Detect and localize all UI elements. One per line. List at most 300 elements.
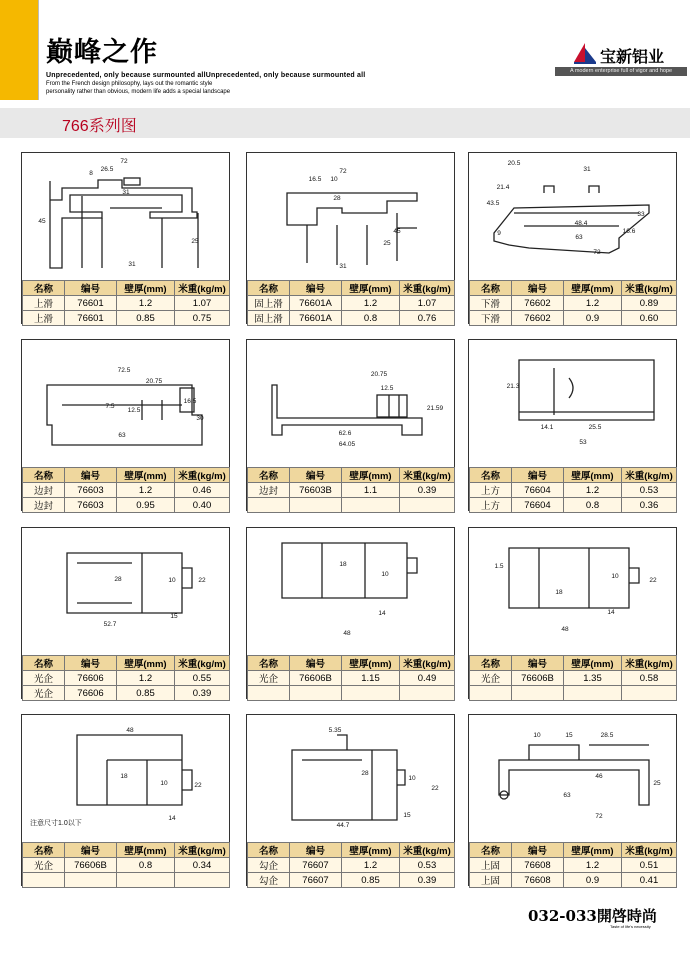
dimension-label: 25 [383, 240, 391, 247]
spec-header-cell: 米重(kg/m) [400, 656, 455, 671]
spec-row [470, 498, 677, 513]
spec-header-cell: 名称 [470, 656, 512, 671]
dimension-label: 7.5 [105, 403, 115, 410]
spec-header-cell: 壁厚(mm) [564, 468, 622, 483]
spec-header-cell: 壁厚(mm) [564, 843, 622, 858]
spec-cell: 1.2 [117, 671, 175, 686]
spec-table [469, 280, 677, 326]
spec-header-cell: 米重(kg/m) [400, 281, 455, 296]
spec-row [470, 311, 677, 326]
brand-slogan: A modern enterprise full of vigor and hope [555, 67, 687, 76]
dimension-label: 72 [339, 168, 347, 175]
dimension-label: 52.7 [103, 621, 117, 628]
dimension-label: 21.59 [426, 405, 444, 412]
spec-cell: 上固 [470, 873, 512, 888]
spec-cell: 0.51 [622, 858, 677, 873]
spec-cell: 0.60 [622, 311, 677, 326]
spec-cell: 76603B [290, 483, 342, 498]
spec-cell: 76604 [512, 483, 564, 498]
spec-header-cell: 编号 [290, 843, 342, 858]
spec-cell: 光企 [23, 671, 65, 686]
dimension-label: 53 [579, 439, 587, 446]
spec-row [248, 483, 455, 498]
spec-cell [248, 498, 290, 513]
dimension-label: 25.5 [588, 424, 602, 431]
spec-header-row [23, 468, 230, 483]
spec-row [248, 671, 455, 686]
dimension-label: 22 [194, 782, 202, 789]
spec-cell: 0.39 [175, 686, 230, 701]
spec-cell: 0.76 [400, 311, 455, 326]
spec-header-cell: 编号 [290, 281, 342, 296]
dimension-label: 21.3 [506, 383, 520, 390]
spec-cell: 0.9 [564, 311, 622, 326]
dimension-label: 14 [378, 610, 386, 617]
footer-title: 開啓時尚 [596, 907, 657, 925]
spec-cell: 76603 [65, 483, 117, 498]
corner-accent [0, 0, 38, 100]
profile-drawing [469, 715, 676, 842]
spec-row [248, 873, 455, 888]
dimension-label: 64.05 [338, 441, 356, 448]
dimension-label: 63 [575, 234, 583, 241]
dimension-label: 63 [118, 432, 126, 439]
spec-header-cell: 壁厚(mm) [117, 656, 175, 671]
spec-header-cell: 名称 [470, 468, 512, 483]
spec-cell: 1.2 [342, 858, 400, 873]
spec-cell: 边封 [23, 483, 65, 498]
dimension-label: 20.75 [145, 378, 163, 385]
spec-cell: 0.41 [622, 873, 677, 888]
dimension-label: 5.35 [328, 727, 342, 734]
profile-shape [272, 385, 422, 435]
dimension-label: 30 [196, 415, 204, 422]
spec-table [247, 842, 455, 888]
spec-header-cell: 编号 [290, 468, 342, 483]
dimension-label: 44.7 [336, 822, 350, 829]
spec-row [23, 858, 230, 873]
spec-header-cell: 名称 [248, 281, 290, 296]
dimension-label: 45 [393, 228, 401, 235]
spec-row [23, 483, 230, 498]
spec-table [247, 280, 455, 326]
dimension-label: 28 [114, 576, 122, 583]
dimension-label: 33 [637, 211, 645, 218]
spec-header-cell: 编号 [512, 468, 564, 483]
dimension-label: 20.5 [507, 160, 521, 167]
spec-cell: 1.2 [564, 483, 622, 498]
spec-cell: 76606B [512, 671, 564, 686]
profile-drawing [22, 153, 229, 280]
spec-cell: 光企 [23, 858, 65, 873]
spec-cell [175, 873, 230, 888]
spec-cell: 0.58 [622, 671, 677, 686]
spec-cell: 勾企 [248, 873, 290, 888]
dimension-label: 25 [191, 238, 199, 245]
spec-cell: 76607 [290, 873, 342, 888]
spec-cell: 下滑 [470, 311, 512, 326]
spec-cell: 76604 [512, 498, 564, 513]
spec-table [247, 655, 455, 701]
spec-header-cell: 编号 [65, 656, 117, 671]
dimension-label: 48 [343, 630, 351, 637]
profile-shape [499, 745, 649, 805]
profile-drawing [469, 528, 676, 655]
spec-header-cell: 名称 [23, 468, 65, 483]
dimension-label: 14.1 [540, 424, 554, 431]
spec-cell: 76607 [290, 858, 342, 873]
dimension-label: 12.5 [127, 407, 141, 414]
spec-cell: 固上滑 [248, 311, 290, 326]
dimension-label: 72 [595, 813, 603, 820]
spec-header-row [23, 843, 230, 858]
description-line-2: personality rather than obvious, modern life adds a special landscape [46, 89, 231, 95]
spec-cell: 76602 [512, 311, 564, 326]
spec-header-row [23, 656, 230, 671]
profile-panel-p6 [468, 339, 677, 511]
dimension-label: 8 [89, 170, 93, 177]
spec-cell: 光企 [23, 686, 65, 701]
spec-row [23, 498, 230, 513]
profile-panel-p9 [468, 527, 677, 699]
dimension-label: 15 [403, 812, 411, 819]
page-title: 巅峰之作 [46, 37, 158, 68]
spec-header-cell: 名称 [248, 656, 290, 671]
spec-cell: 0.8 [342, 311, 400, 326]
spec-header-row [248, 281, 455, 296]
dimension-label: 48.4 [574, 220, 588, 227]
dimension-label: 10 [381, 571, 389, 578]
spec-row [248, 686, 455, 701]
dimension-label: 48 [561, 626, 569, 633]
spec-cell: 76606B [65, 858, 117, 873]
profile-panel-p7 [21, 527, 230, 699]
series-title: 766系列图 [62, 118, 137, 135]
spec-cell: 76608 [512, 858, 564, 873]
spec-cell [470, 686, 512, 701]
dimension-label: 22 [198, 577, 206, 584]
dimension-label: 10 [168, 577, 176, 584]
brand-name: 宝新铝业 [600, 49, 665, 66]
spec-header-row [470, 843, 677, 858]
profile-drawing [22, 528, 229, 655]
spec-cell: 1.2 [342, 296, 400, 311]
spec-cell: 76606B [290, 671, 342, 686]
spec-cell: 0.39 [400, 483, 455, 498]
spec-header-cell: 名称 [248, 468, 290, 483]
profile-panel-p11 [246, 714, 455, 886]
dimension-label: 21.4 [496, 184, 510, 191]
spec-cell: 0.85 [117, 311, 175, 326]
dimension-label: 10 [160, 780, 168, 787]
spec-cell: 0.75 [175, 311, 230, 326]
profile-drawing [247, 528, 454, 655]
dimension-label: 9 [497, 230, 501, 237]
dimension-label: 16.5 [183, 398, 197, 405]
dimension-label: 43.5 [486, 200, 500, 207]
spec-row [23, 311, 230, 326]
profile-panel-p12 [468, 714, 677, 886]
spec-cell: 76606 [65, 686, 117, 701]
dimension-label: 15 [565, 732, 573, 739]
spec-header-cell: 名称 [470, 281, 512, 296]
spec-header-row [470, 281, 677, 296]
profile-shape [519, 360, 654, 420]
spec-cell: 下滑 [470, 296, 512, 311]
spec-cell [290, 686, 342, 701]
spec-header-cell: 壁厚(mm) [117, 468, 175, 483]
dimension-label: 12.5 [380, 385, 394, 392]
spec-cell [117, 873, 175, 888]
spec-table [22, 842, 230, 888]
spec-cell: 76601 [65, 311, 117, 326]
dimension-label: 46 [595, 773, 603, 780]
dimension-label: 18 [555, 589, 563, 596]
spec-row [248, 311, 455, 326]
spec-cell [342, 498, 400, 513]
dimension-label: 26.5 [100, 166, 114, 173]
spec-header-cell: 米重(kg/m) [400, 468, 455, 483]
brand-logo-icon [572, 40, 598, 66]
spec-header-row [470, 656, 677, 671]
profile-drawing [22, 340, 229, 467]
spec-table [22, 467, 230, 513]
spec-table [469, 655, 677, 701]
spec-header-row [470, 468, 677, 483]
page-number: 032-033 [528, 907, 597, 925]
dimension-label: 22 [649, 577, 657, 584]
dimension-label: 20.75 [370, 371, 388, 378]
dimension-label: 25 [653, 780, 661, 787]
spec-header-cell: 米重(kg/m) [622, 656, 677, 671]
profile-drawing [22, 715, 229, 842]
spec-cell [248, 686, 290, 701]
spec-header-cell: 编号 [65, 843, 117, 858]
spec-cell: 上方 [470, 498, 512, 513]
dimension-label: 14 [607, 609, 615, 616]
spec-cell: 0.36 [622, 498, 677, 513]
page-footer [528, 905, 657, 926]
spec-cell: 0.8 [564, 498, 622, 513]
spec-header-cell: 米重(kg/m) [175, 843, 230, 858]
spec-header-cell: 米重(kg/m) [175, 656, 230, 671]
spec-table [22, 280, 230, 326]
dimension-label: 15 [170, 613, 178, 620]
spec-cell: 76601A [290, 296, 342, 311]
dimension-label: 18 [120, 773, 128, 780]
spec-cell: 0.39 [400, 873, 455, 888]
spec-cell: 勾企 [248, 858, 290, 873]
profile-panel-p2 [246, 152, 455, 324]
spec-header-row [248, 843, 455, 858]
spec-cell: 光企 [248, 671, 290, 686]
spec-header-cell: 壁厚(mm) [342, 468, 400, 483]
dimension-label: 31 [583, 166, 591, 173]
profile-shape [292, 735, 405, 820]
spec-header-cell: 名称 [470, 843, 512, 858]
profile-panel-p5 [246, 339, 455, 511]
dimension-label: 28.5 [600, 732, 614, 739]
spec-cell: 1.35 [564, 671, 622, 686]
profile-shape [494, 186, 649, 253]
profile-shape [77, 735, 192, 805]
spec-row [23, 671, 230, 686]
profile-shape [282, 543, 417, 598]
spec-header-row [23, 281, 230, 296]
profile-drawing [469, 153, 676, 280]
spec-cell: 1.2 [564, 858, 622, 873]
spec-row [248, 858, 455, 873]
spec-cell: 1.15 [342, 671, 400, 686]
dimension-label: 10 [611, 573, 619, 580]
spec-table [469, 842, 677, 888]
dimension-label: 48 [126, 727, 134, 734]
spec-cell: 固上滑 [248, 296, 290, 311]
spec-cell: 0.53 [400, 858, 455, 873]
spec-row [23, 686, 230, 701]
spec-header-cell: 米重(kg/m) [175, 281, 230, 296]
spec-header-cell: 米重(kg/m) [400, 843, 455, 858]
spec-cell: 1.07 [175, 296, 230, 311]
profile-panel-p10 [21, 714, 230, 886]
spec-cell [23, 873, 65, 888]
spec-row [470, 671, 677, 686]
spec-cell: 0.95 [117, 498, 175, 513]
spec-cell [65, 873, 117, 888]
spec-header-cell: 米重(kg/m) [622, 281, 677, 296]
spec-row [470, 873, 677, 888]
spec-header-cell: 壁厚(mm) [564, 656, 622, 671]
spec-cell: 0.46 [175, 483, 230, 498]
spec-cell [622, 686, 677, 701]
spec-cell: 0.85 [117, 686, 175, 701]
spec-cell: 上固 [470, 858, 512, 873]
dimension-label: 45 [38, 218, 46, 225]
spec-cell: 1.2 [564, 296, 622, 311]
spec-header-cell: 名称 [23, 843, 65, 858]
spec-cell: 76601A [290, 311, 342, 326]
description-line-1: From the French design philosophy, lays out the romantic style [46, 81, 213, 87]
spec-header-cell: 编号 [512, 843, 564, 858]
spec-cell: 光企 [470, 671, 512, 686]
spec-cell: 0.9 [564, 873, 622, 888]
dimension-label: 10 [533, 732, 541, 739]
dimension-label: 72.5 [117, 367, 131, 374]
spec-header-row [248, 468, 455, 483]
spec-table [469, 467, 677, 513]
spec-header-cell: 编号 [290, 656, 342, 671]
dimension-label: 10 [330, 176, 338, 183]
spec-header-cell: 壁厚(mm) [342, 656, 400, 671]
spec-cell: 0.55 [175, 671, 230, 686]
tagline: Unprecedented, only because surmounted allUnprecedented, only because surmounted all [46, 72, 366, 79]
spec-cell: 1.1 [342, 483, 400, 498]
spec-cell [342, 686, 400, 701]
spec-cell: 上滑 [23, 311, 65, 326]
spec-cell [400, 686, 455, 701]
spec-header-cell: 米重(kg/m) [622, 843, 677, 858]
spec-cell: 边封 [248, 483, 290, 498]
spec-header-cell: 名称 [248, 843, 290, 858]
spec-header-cell: 壁厚(mm) [564, 281, 622, 296]
dimension-label: 62.6 [338, 430, 352, 437]
spec-cell [564, 686, 622, 701]
spec-cell: 边封 [23, 498, 65, 513]
dimension-label: 72 [120, 158, 128, 165]
dimension-label: 18 [339, 561, 347, 568]
spec-cell [400, 498, 455, 513]
spec-row [470, 296, 677, 311]
spec-table [247, 467, 455, 513]
spec-row [23, 296, 230, 311]
profile-panel-p8 [246, 527, 455, 699]
spec-header-cell: 米重(kg/m) [622, 468, 677, 483]
dimension-label: 1.5 [494, 563, 504, 570]
spec-row [470, 686, 677, 701]
dimension-note: 注意尺寸1.0以下 [30, 820, 82, 827]
spec-cell: 1.2 [117, 483, 175, 498]
dimension-label: 14 [168, 815, 176, 822]
dimension-label: 10 [408, 775, 416, 782]
spec-row [248, 498, 455, 513]
spec-header-row [248, 656, 455, 671]
spec-cell: 76606 [65, 671, 117, 686]
spec-header-cell: 壁厚(mm) [117, 281, 175, 296]
spec-cell: 0.34 [175, 858, 230, 873]
spec-row [470, 483, 677, 498]
spec-table [22, 655, 230, 701]
profile-drawing [247, 715, 454, 842]
spec-row [248, 296, 455, 311]
spec-header-cell: 编号 [65, 468, 117, 483]
profile-drawing [469, 340, 676, 467]
spec-header-cell: 名称 [23, 281, 65, 296]
spec-cell: 76601 [65, 296, 117, 311]
profile-drawing [247, 340, 454, 467]
profile-panel-p3 [468, 152, 677, 324]
dimension-label: 28 [361, 770, 369, 777]
spec-header-cell: 编号 [512, 281, 564, 296]
spec-cell: 上滑 [23, 296, 65, 311]
spec-cell: 76608 [512, 873, 564, 888]
dimension-label: 72 [593, 249, 601, 256]
spec-header-cell: 名称 [23, 656, 65, 671]
spec-cell: 1.07 [400, 296, 455, 311]
profile-shape [509, 548, 639, 608]
spec-cell: 76602 [512, 296, 564, 311]
spec-cell: 上方 [470, 483, 512, 498]
spec-cell: 0.89 [622, 296, 677, 311]
dimension-label: 28 [333, 195, 341, 202]
profile-panel-p4 [21, 339, 230, 511]
dimension-label: 31 [339, 263, 347, 270]
profile-drawing [247, 153, 454, 280]
dimension-label: 31 [122, 189, 130, 196]
spec-cell: 0.53 [622, 483, 677, 498]
spec-cell [512, 686, 564, 701]
dimension-label: 22 [431, 785, 439, 792]
spec-cell: 1.2 [117, 296, 175, 311]
profile-panel-p1 [21, 152, 230, 324]
spec-cell: 0.8 [117, 858, 175, 873]
spec-row [470, 858, 677, 873]
spec-header-cell: 编号 [512, 656, 564, 671]
dimension-label: 16.5 [308, 176, 322, 183]
dimension-label: 63 [563, 792, 571, 799]
spec-cell: 76603 [65, 498, 117, 513]
divider [38, 0, 39, 100]
spec-row [23, 873, 230, 888]
